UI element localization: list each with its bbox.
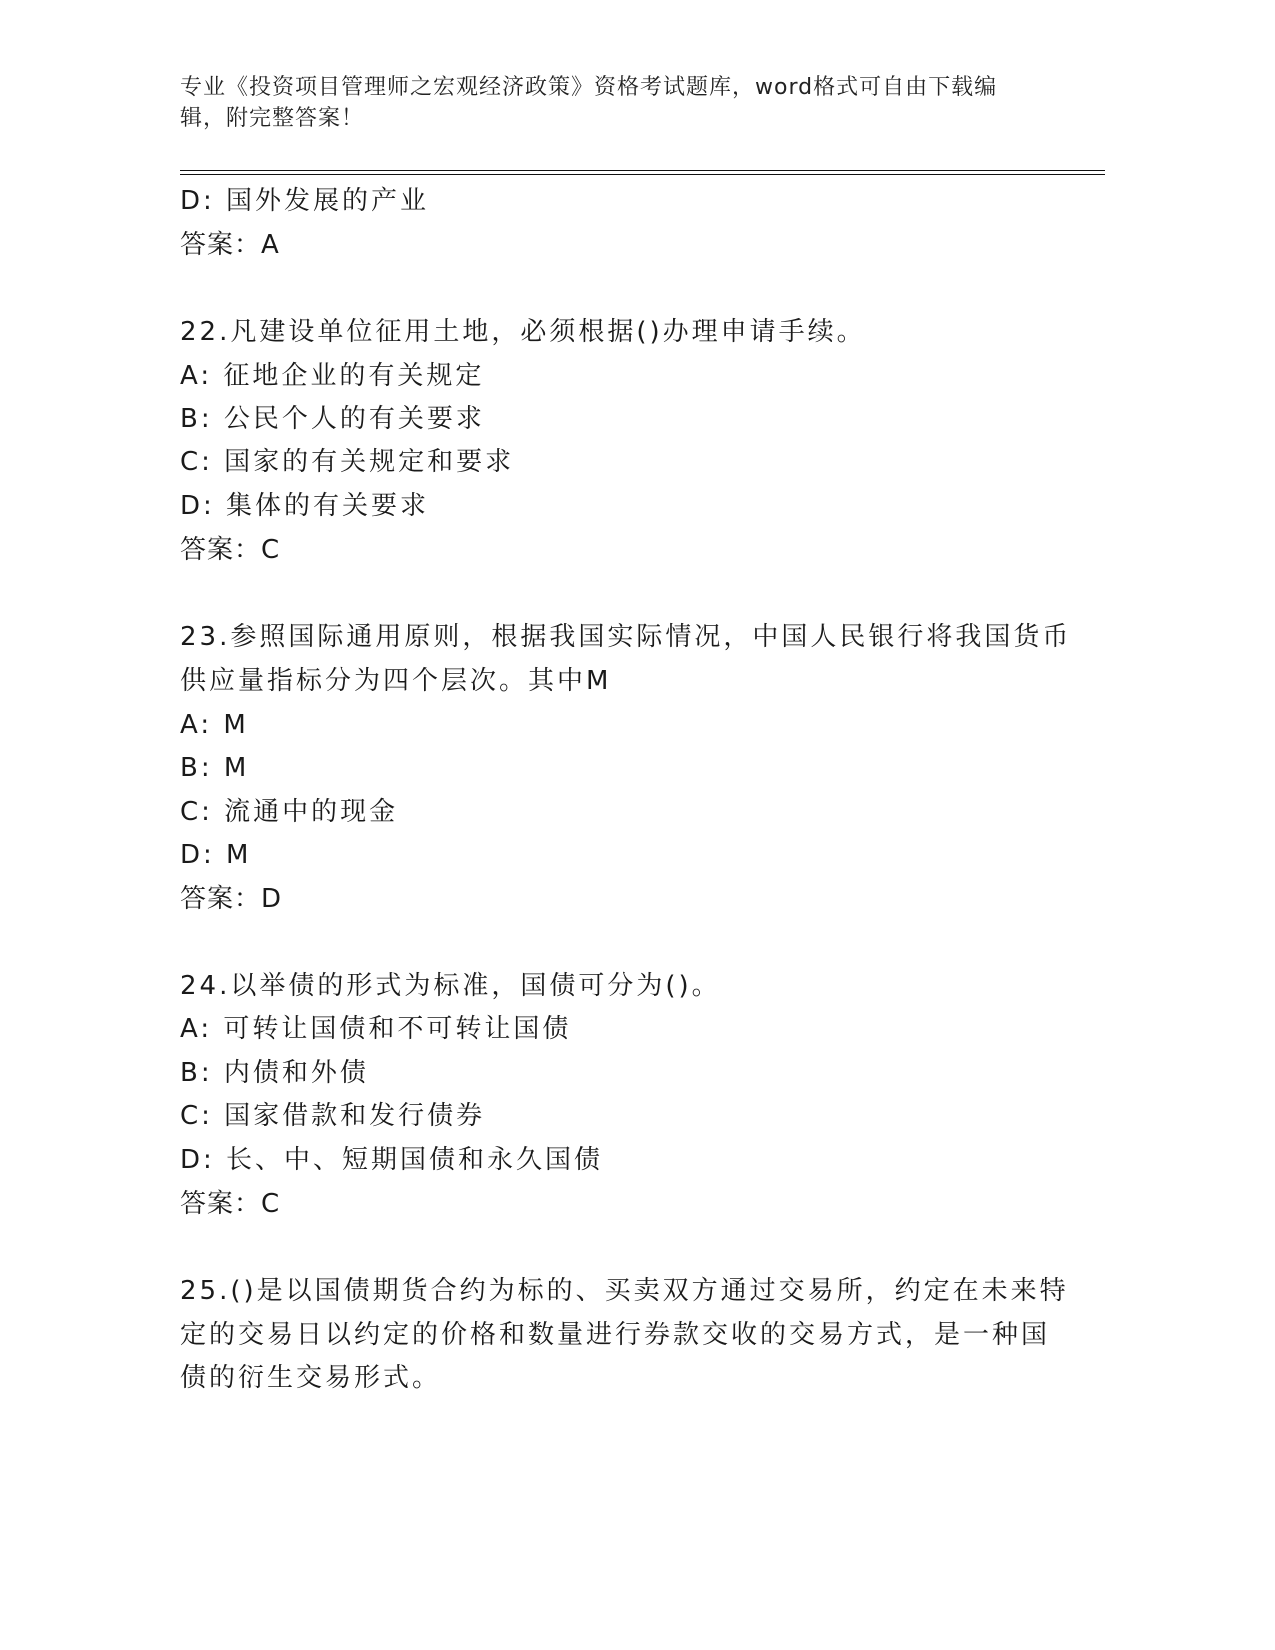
q22-option-d: D: 集体的有关要求 <box>180 491 430 521</box>
document-header <box>180 72 1040 134</box>
q22-option-a: A: 征地企业的有关规定 <box>180 361 485 391</box>
q24-stem: 24.以举债的形式为标准，国债可分为()。 <box>180 971 721 1001</box>
q23-option-a: A: M <box>180 710 249 740</box>
q22-option-b: B: 公民个人的有关要求 <box>180 404 485 434</box>
q23-answer: 答案：D <box>180 884 283 914</box>
q25-stem-line-1: 25.()是以国债期货合约为标的、买卖双方通过交易所，约定在未来特 <box>180 1276 1069 1306</box>
q23-option-c: C: 流通中的现金 <box>180 797 399 827</box>
q25-stem-line-2: 定的交易日以约定的价格和数量进行券款交收的交易方式，是一种国 <box>180 1320 1051 1350</box>
q23-stem-line-1: 23.参照国际通用原则，根据我国实际情况，中国人民银行将我国货币 <box>180 622 1072 652</box>
q24-answer: 答案：C <box>180 1189 281 1219</box>
header-divider-bottom <box>180 174 1105 175</box>
q21-option-d: D: 国外发展的产业 <box>180 186 430 216</box>
q22-option-c: C: 国家的有关规定和要求 <box>180 447 515 477</box>
header-divider-top <box>180 170 1105 171</box>
q22-stem: 22.凡建设单位征用土地，必须根据()办理申请手续。 <box>180 317 866 347</box>
q24-option-c: C: 国家借款和发行债券 <box>180 1101 486 1131</box>
header-line-1: 专业《投资项目管理师之宏观经济政策》资格考试题库，word格式可自由下载编 <box>180 75 998 100</box>
q23-stem-line-2: 供应量指标分为四个层次。其中M <box>180 666 612 696</box>
header-line-2: 辑，附完整答案！ <box>180 106 365 131</box>
q24-option-b: B: 内债和外债 <box>180 1058 369 1088</box>
q23-option-b: B: M <box>180 753 250 783</box>
q22-answer: 答案：C <box>180 535 281 565</box>
q23-option-d: D: M <box>180 840 252 870</box>
q24-option-d: D: 长、中、短期国债和永久国债 <box>180 1145 604 1175</box>
q21-answer: 答案：A <box>180 230 280 260</box>
q25-stem-line-3: 债的衍生交易形式。 <box>180 1363 442 1393</box>
q24-option-a: A: 可转让国债和不可转让国债 <box>180 1014 572 1044</box>
